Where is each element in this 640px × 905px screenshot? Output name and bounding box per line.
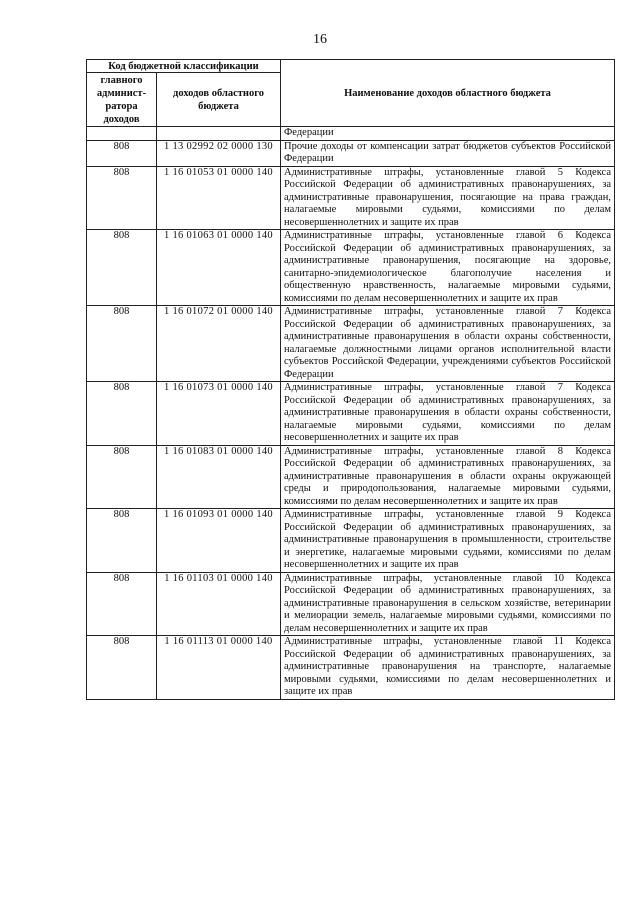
- table-row: [87, 445, 615, 509]
- income-name-cell: Административные штрафы, установленные главой 10 Кодекса Российской Федерации об административных правонарушениях, за административные правонарушения в сельском хозяйстве, ветеринарии и мелиорации земель, налагаемые мировыми судьями, комиссиями по делам несовершеннолетних и защите их прав: [281, 572, 615, 636]
- table-row: [87, 636, 615, 700]
- income-name-cell: Административные штрафы, установленные главой 7 Кодекса Российской Федерации об административных правонарушениях, за административные правонарушения в области охраны собственности, налагаемые должностными лицами органов исполнительной власти субъектов Российской Федерации, учреждениями субъектов Российской Федерации: [281, 306, 615, 382]
- header-admin: главного админист-ратора доходов: [87, 73, 157, 127]
- admin-code-cell: 808: [87, 509, 157, 573]
- admin-code-cell: 808: [87, 306, 157, 382]
- income-code-cell: 1 16 01063 01 0000 140: [157, 230, 281, 306]
- income-code-cell: 1 16 01083 01 0000 140: [157, 445, 281, 509]
- income-name-cell: Прочие доходы от компенсации затрат бюджетов субъектов Российской Федерации: [281, 140, 615, 166]
- admin-code-cell: 808: [87, 636, 157, 700]
- admin-code-cell: 808: [87, 166, 157, 230]
- income-name-cell: Административные штрафы, установленные главой 5 Кодекса Российской Федерации об административных правонарушениях, за административные правонарушения, посягающие на права граждан, налагаемые мировыми судьями, комиссиями по делам несовершеннолетних и защите их прав: [281, 166, 615, 230]
- continuation-income-cell: [157, 127, 281, 141]
- table-row: [87, 382, 615, 446]
- income-name-cell: Административные штрафы, установленные главой 6 Кодекса Российской Федерации об административных правонарушениях, за административные правонарушения, посягающие на здоровье, санитарно-эпидемиологическое благополучие населения и общественную нравственность, налагаемые мировыми судьями, комиссиями по делам несовершеннолетних и защите их прав: [281, 230, 615, 306]
- income-code-cell: 1 16 01103 01 0000 140: [157, 572, 281, 636]
- admin-code-cell: 808: [87, 140, 157, 166]
- table-row: [87, 230, 615, 306]
- admin-code-cell: 808: [87, 382, 157, 446]
- table-row: [87, 509, 615, 573]
- income-name-cell: Административные штрафы, установленные главой 8 Кодекса Российской Федерации об административных правонарушениях, за административные правонарушения в области охраны окружающей среды и природопользования, налагаемые мировыми судьями, комиссиями по делам несовершеннолетних и защите их прав: [281, 445, 615, 509]
- income-code-cell: 1 16 01053 01 0000 140: [157, 166, 281, 230]
- continuation-text: Федерации: [281, 127, 615, 141]
- table-body: [87, 127, 615, 700]
- table-row: [87, 572, 615, 636]
- table-row: [87, 140, 615, 166]
- income-name-cell: Административные штрафы, установленные главой 9 Кодекса Российской Федерации об административных правонарушениях, за административные правонарушения в промышленности, строительстве и энергетике, налагаемые мировыми судьями, комиссиями по делам несовершеннолетних и защите их прав: [281, 509, 615, 573]
- table-row: [87, 166, 615, 230]
- continuation-row: [87, 127, 615, 141]
- admin-code-cell: 808: [87, 230, 157, 306]
- header-name: Наименование доходов областного бюджета: [281, 60, 615, 127]
- income-name-cell: Административные штрафы, установленные главой 7 Кодекса Российской Федерации об административных правонарушениях, за административные правонарушения в области охраны собственности, налагаемые мировыми судьями, комиссиями по делам несовершеннолетних и защите их прав: [281, 382, 615, 446]
- income-code-cell: 1 16 01072 01 0000 140: [157, 306, 281, 382]
- income-code-cell: 1 13 02992 02 0000 130: [157, 140, 281, 166]
- admin-code-cell: 808: [87, 572, 157, 636]
- page-number: 16: [313, 32, 327, 47]
- header-income: доходов областного бюджета: [157, 73, 281, 127]
- admin-code-cell: 808: [87, 445, 157, 509]
- income-code-cell: 1 16 01093 01 0000 140: [157, 509, 281, 573]
- income-name-cell: Административные штрафы, установленные главой 11 Кодекса Российской Федерации об административных правонарушениях, за административные правонарушения на транспорте, налагаемые мировыми судьями, комиссиями по делам несовершеннолетних и защите их прав: [281, 636, 615, 700]
- income-code-cell: 1 16 01113 01 0000 140: [157, 636, 281, 700]
- continuation-admin-cell: [87, 127, 157, 141]
- budget-classification-table: [86, 59, 615, 700]
- header-kbk: Код бюджетной классификации: [87, 60, 281, 73]
- table-row: [87, 306, 615, 382]
- income-code-cell: 1 16 01073 01 0000 140: [157, 382, 281, 446]
